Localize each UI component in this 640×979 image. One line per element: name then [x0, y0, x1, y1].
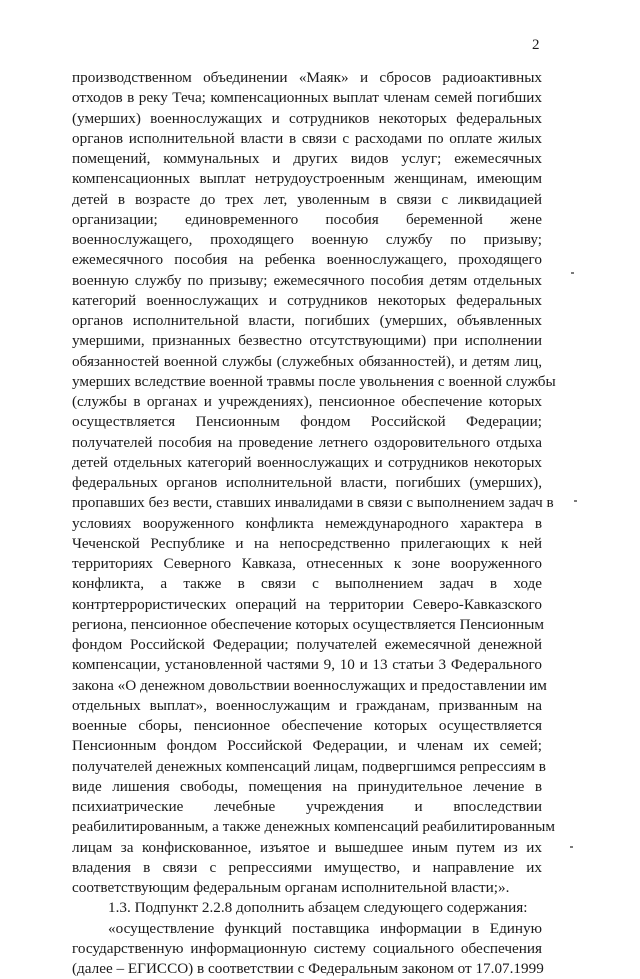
text-line: военные сборы, пенсионное обеспечение которых осуществляется: [72, 716, 542, 736]
text-line: Чеченской Республике и на непосредственно прилегающих к ней: [72, 534, 542, 554]
text-line: отходов в реку Теча; компенсационных выплат членам семей погибших: [72, 88, 542, 108]
document-body: [72, 68, 542, 979]
text-line: получателей пособия на проведение летнего оздоровительного отдыха: [72, 433, 542, 453]
text-line: получателей денежных компенсаций лицам, подвергшимся репрессиям в: [72, 757, 542, 777]
text-line: органов исполнительной власти в связи с расходами по оплате жилых: [72, 129, 542, 149]
text-line: осуществляется Пенсионным фондом Российской Федерации;: [72, 412, 542, 432]
text-line: Пенсионным фондом Российской Федерации, и членам их семей;: [72, 736, 542, 756]
text-line: умершими, признанных безвестно отсутствующими) при исполнении: [72, 331, 542, 351]
text-line: ежемесячного пособия на ребенка военнослужащего, проходящего: [72, 250, 542, 270]
text-line: помещений, коммунальных и других видов услуг; ежемесячных: [72, 149, 542, 169]
text-line: государственную информационную систему социального обеспечения: [72, 939, 542, 959]
text-line: категорий военнослужащих и сотрудников некоторых федеральных: [72, 291, 542, 311]
text-line: виде лишения свободы, помещения на принудительное лечение в: [72, 777, 542, 797]
item-heading: [72, 898, 542, 918]
text-line: закона «О денежном довольствии военнослужащих и предоставлении им: [72, 676, 542, 696]
amendment-paragraph: [72, 68, 542, 898]
text-line: территориях Северного Кавказа, отнесенных к зоне вооруженного: [72, 554, 542, 574]
text-line: военную службу по призыву; ежемесячного пособия детям отдельных: [72, 271, 542, 291]
text-line: (службы в органах и учреждениях), пенсионное обеспечение которых: [72, 392, 542, 412]
scan-speck: [571, 272, 574, 274]
scan-speck: [570, 846, 573, 848]
text-line: компенсационных выплат нетрудоустроенным женщинам, имеющим: [72, 169, 542, 189]
text-line: организации; единовременного пособия беременной жене: [72, 210, 542, 230]
text-line: компенсации, установленной частями 9, 10 и 13 статьи 3 Федерального: [72, 655, 542, 675]
text-line: военнослужащего, проходящего военную службу по призыву;: [72, 230, 542, 250]
text-line: федеральных органов исполнительной власти, погибших (умерших),: [72, 473, 542, 493]
text-line: (далее – ЕГИССО) в соответствии с Федеральным законом от 17.07.1999: [72, 959, 542, 979]
quoted-paragraph: [72, 919, 542, 979]
text-line: владения в связи с репрессиями имущество, и направление их: [72, 858, 542, 878]
text-line: психиатрические лечебные учреждения и впоследствии: [72, 797, 542, 817]
text-line: конфликта, а также в связи с выполнением задач в ходе: [72, 574, 542, 594]
text-line: пропавших без вести, ставших инвалидами в связи с выполнением задач в: [72, 493, 542, 513]
text-line: производственном объединении «Маяк» и сбросов радиоактивных: [72, 68, 542, 88]
text-line: отдельных выплат», военнослужащим и гражданам, призванным на: [72, 696, 542, 716]
scan-speck: [574, 500, 577, 502]
text-line: соответствующим федеральным органам исполнительной власти;».: [72, 878, 542, 898]
text-line: органов исполнительной власти, погибших (умерших, объявленных: [72, 311, 542, 331]
text-line: «осуществление функций поставщика информации в Единую: [72, 919, 542, 939]
text-line: региона, пенсионное обеспечение которых осуществляется Пенсионным: [72, 615, 542, 635]
text-line: обязанностей военной службы (служебных обязанностей), и детям лиц,: [72, 352, 542, 372]
text-line: детей отдельных категорий военнослужащих и сотрудников некоторых: [72, 453, 542, 473]
item-heading-text: 1.3. Подпункт 2.2.8 дополнить абзацем следующего содержания:: [72, 898, 542, 918]
text-line: условиях вооруженного конфликта немеждународного характера в: [72, 514, 542, 534]
text-line: (умерших) военнослужащих и сотрудников некоторых федеральных: [72, 109, 542, 129]
page-number: 2: [532, 38, 540, 53]
text-line: лицам за конфискованное, изъятое и вышедшее иным путем из их: [72, 838, 542, 858]
text-line: детей в возрасте до трех лет, уволенным в связи с ликвидацией: [72, 190, 542, 210]
text-line: умерших вследствие военной травмы после увольнения с военной службы: [72, 372, 542, 392]
text-line: фондом Российской Федерации; получателей ежемесячной денежной: [72, 635, 542, 655]
text-line: контртеррористических операций на территории Северо-Кавказского: [72, 595, 542, 615]
text-line: реабилитированным, а также денежных компенсаций реабилитированным: [72, 817, 542, 837]
